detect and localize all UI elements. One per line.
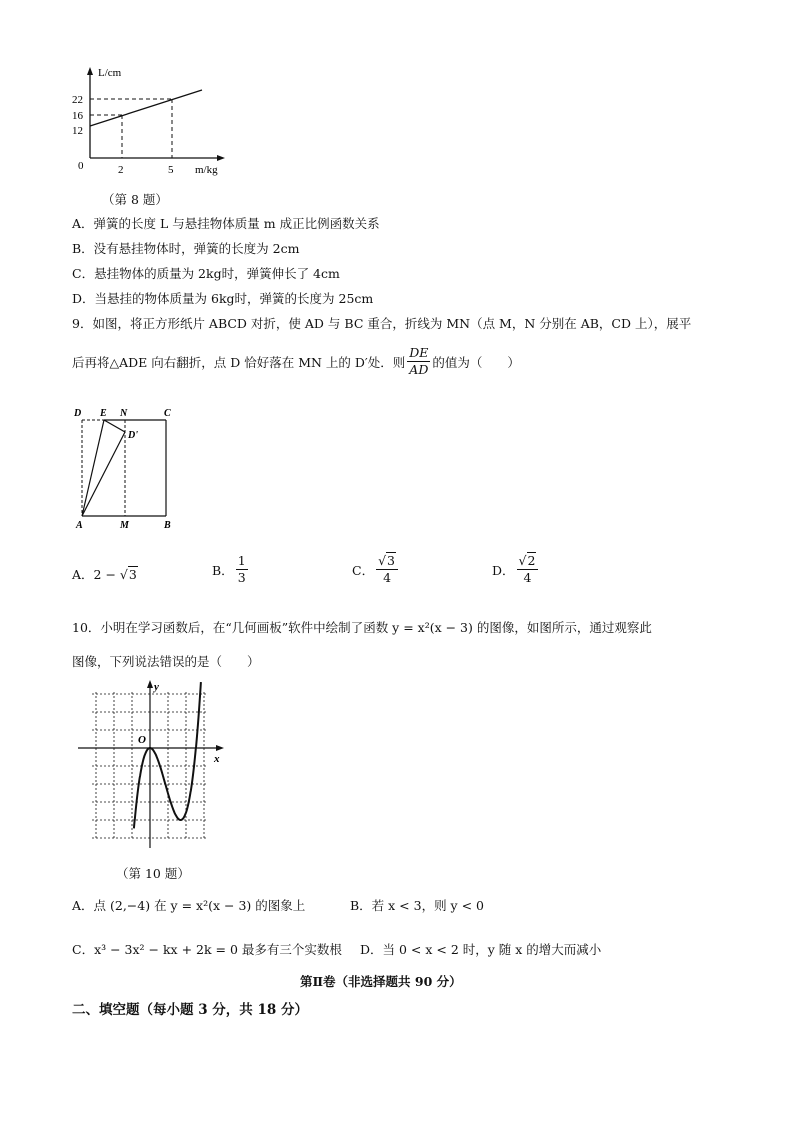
q8-caption: （第 8 题）	[102, 192, 168, 207]
q9-option-a-root: 3	[128, 567, 137, 582]
q9-label-a: A	[76, 520, 83, 531]
q9-option-a-label: A．	[72, 567, 94, 582]
q9-fraction	[407, 345, 430, 378]
q8-ytick-16: 16	[72, 110, 83, 122]
q9-frac-num: DE	[409, 345, 429, 360]
q9-option-c-root: 3	[387, 553, 395, 568]
q9-option-d-label: D．	[492, 562, 515, 578]
q9-option-a-value: 2 −	[93, 567, 120, 582]
q8-ytick-22: 22	[72, 94, 83, 106]
q9-label-e: E	[100, 408, 107, 419]
q8-xlabel: m/kg	[195, 164, 218, 176]
q9-option-d-den: 4	[523, 570, 532, 585]
q8-xtick-2: 2	[118, 164, 124, 176]
q9-option-c: C． $\frac{√3}{4}$	[352, 553, 400, 586]
q9-label-c: C	[164, 408, 171, 419]
q9-label-m: M	[120, 520, 129, 531]
q9-stem-line2-b: 的值为（ ）	[432, 354, 520, 370]
q8-option-b: B．没有悬挂物体时，弹簧的长度为 2cm	[72, 241, 300, 256]
q9-option-a: A．2 − √3	[72, 567, 137, 582]
q9-label-dprime: D'	[128, 430, 138, 441]
q9-option-d-root: 2	[527, 553, 536, 568]
q10-option-a: A．点 (2,−4) 在 y = x²(x − 3) 的图象上	[72, 898, 306, 913]
part2-title: 二、填空题（每小题 3 分，共 18 分）	[72, 1002, 308, 1018]
q9-option-c-label: C．	[352, 562, 375, 578]
q9-option-b-den: 3	[237, 570, 246, 585]
q10-origin: O	[138, 734, 146, 746]
q8-ylabel: L/cm	[98, 67, 122, 79]
q10-option-c: C．x³ − 3x² − kx + 2k = 0 最多有三个实数根	[72, 942, 342, 957]
q10-stem-line2: 图像，下列说法错误的是（ ）	[72, 654, 260, 669]
section2-title: 第Ⅱ卷（非选择题共 90 分）	[300, 974, 462, 989]
q9-label-n: N	[120, 408, 128, 419]
q9-stem-line2	[72, 345, 520, 378]
q8-option-c: C．悬挂物体的质量为 2kg时，弹簧伸长了 4cm	[72, 266, 340, 281]
q10-stem-line1: 10．小明在学习函数后，在“几何画板”软件中绘制了函数 y = x²(x − 3) 的图像，如图所示，通过观察此	[72, 620, 652, 635]
q8-option-a: A．弹簧的长度 L 与悬挂物体质量 m 成正比例函数关系	[72, 216, 380, 231]
q8-option-d: D．当悬挂的物体质量为 6kg时，弹簧的长度为 25cm	[72, 291, 374, 306]
q9-frac-den: AD	[409, 362, 429, 377]
q8-origin: 0	[78, 160, 84, 172]
q9-option-b-label: B．	[212, 562, 234, 578]
q9-option-c-den: 4	[383, 570, 392, 585]
q10-cubic-graph	[78, 680, 228, 850]
q8-graph	[60, 62, 240, 182]
q10-xlabel: x	[214, 753, 220, 765]
q9-label-d: D	[74, 408, 82, 419]
q9-square-figure	[70, 402, 190, 532]
q9-option-b	[212, 553, 250, 586]
q9-option-b-num: 1	[237, 553, 246, 568]
q10-option-b: B．若 x < 3，则 y < 0	[350, 898, 484, 913]
q10-option-d: D．当 0 < x < 2 时，y 随 x 的增大而减小	[360, 942, 602, 957]
q9-label-b: B	[164, 520, 171, 531]
q9-option-d: D． $\frac{√2}{4}$	[492, 553, 540, 586]
q10-ylabel: y	[154, 681, 159, 693]
q9-stem-line2-a: 后再将△ADE 向右翻折，点 D 恰好落在 MN 上的 D′处．则	[72, 354, 406, 370]
q9-stem-line1: 9．如图，将正方形纸片 ABCD 对折，使 AD 与 BC 重合，折线为 MN（点 M，N 分别在 AB，CD 上），展平	[72, 316, 692, 331]
q8-ytick-12: 12	[72, 125, 83, 137]
q10-caption: （第 10 题）	[116, 866, 190, 881]
q8-xtick-5: 5	[168, 164, 174, 176]
